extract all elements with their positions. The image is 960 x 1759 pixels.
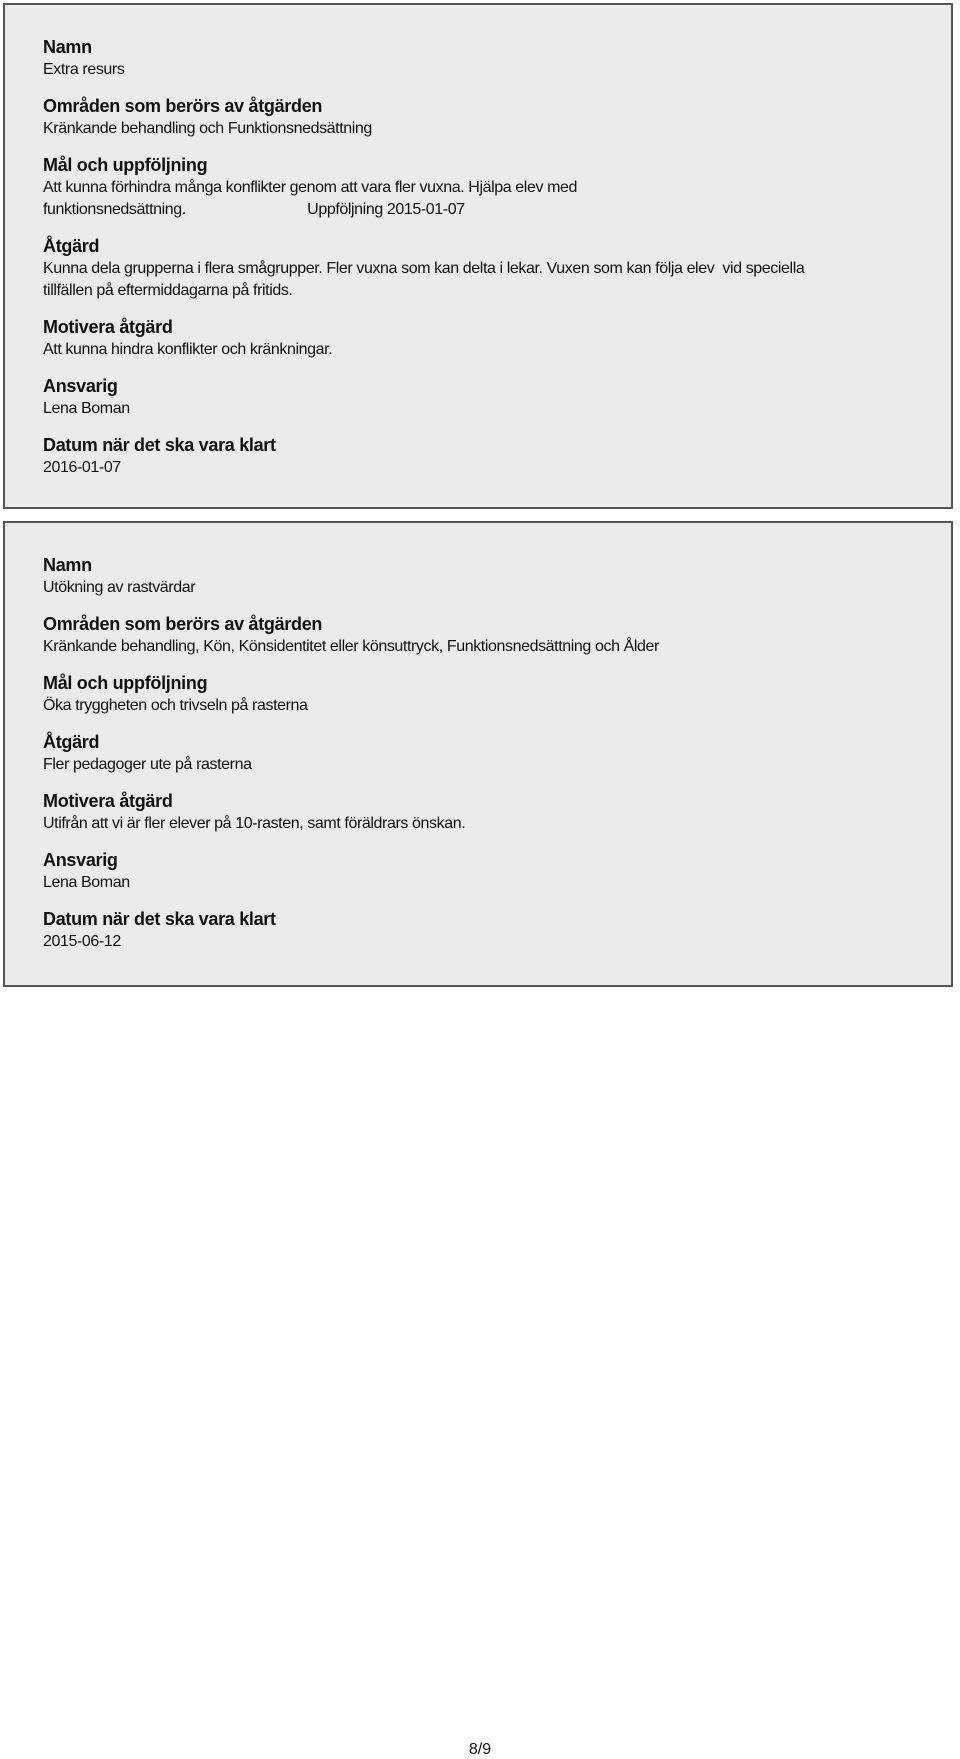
goal-label: Mål och uppföljning	[43, 673, 208, 693]
areas-field	[43, 94, 913, 140]
deadline-label: Datum när det ska vara klart	[43, 435, 276, 455]
motivation-field	[43, 789, 913, 835]
responsible-field	[43, 374, 913, 420]
action-value: Kunna dela grupperna i flera smågrupper. Fler vuxna som kan delta i lekar. Vuxen som kan följa elev vid speciella tillfällen på eftermiddagarna på fritids.	[43, 260, 805, 299]
measure-card	[3, 3, 953, 509]
action-label: Åtgärd	[43, 236, 100, 256]
motivation-label: Motivera åtgärd	[43, 317, 173, 337]
goal-value: Att kunna förhindra många konflikter genom att vara fler vuxna. Hjälpa elev med funktionsnedsättning. Uppföljning 2015-01-07	[43, 179, 578, 218]
name-value: Extra resurs	[43, 61, 125, 78]
areas-label: Områden som berörs av åtgärden	[43, 614, 323, 634]
motivation-value: Att kunna hindra konflikter och kränkningar.	[43, 341, 333, 358]
responsible-value: Lena Boman	[43, 400, 130, 417]
action-label: Åtgärd	[43, 732, 100, 752]
motivation-field	[43, 315, 913, 361]
action-field	[43, 730, 913, 776]
responsible-label: Ansvarig	[43, 850, 118, 870]
name-label: Namn	[43, 555, 92, 575]
deadline-field	[43, 433, 913, 479]
name-field	[43, 553, 913, 599]
responsible-value: Lena Boman	[43, 874, 130, 891]
page-number: 8/9	[468, 1741, 492, 1758]
responsible-field	[43, 848, 913, 894]
deadline-value: 2015-06-12	[43, 933, 121, 950]
action-value: Fler pedagoger ute på rasterna	[43, 756, 252, 773]
areas-value: Kränkande behandling och Funktionsnedsättning	[43, 120, 372, 137]
areas-field	[43, 612, 913, 658]
action-field	[43, 234, 913, 302]
goal-value: Öka tryggheten och trivseln på rasterna	[43, 697, 308, 714]
motivation-label: Motivera åtgärd	[43, 791, 173, 811]
name-field	[43, 35, 913, 81]
goal-field	[43, 153, 913, 221]
name-label: Namn	[43, 37, 92, 57]
deadline-field	[43, 907, 913, 953]
areas-value: Kränkande behandling, Kön, Könsidentitet eller könsuttryck, Funktionsnedsättning och Ålder	[43, 638, 659, 655]
goal-field	[43, 671, 913, 717]
deadline-label: Datum när det ska vara klart	[43, 909, 276, 929]
measure-card	[3, 521, 953, 987]
areas-label: Områden som berörs av åtgärden	[43, 96, 323, 116]
deadline-value: 2016-01-07	[43, 459, 121, 476]
responsible-label: Ansvarig	[43, 376, 118, 396]
motivation-value: Utifrån att vi är fler elever på 10-rasten, samt föräldrars önskan.	[43, 815, 466, 832]
goal-label: Mål och uppföljning	[43, 155, 208, 175]
name-value: Utökning av rastvärdar	[43, 579, 196, 596]
